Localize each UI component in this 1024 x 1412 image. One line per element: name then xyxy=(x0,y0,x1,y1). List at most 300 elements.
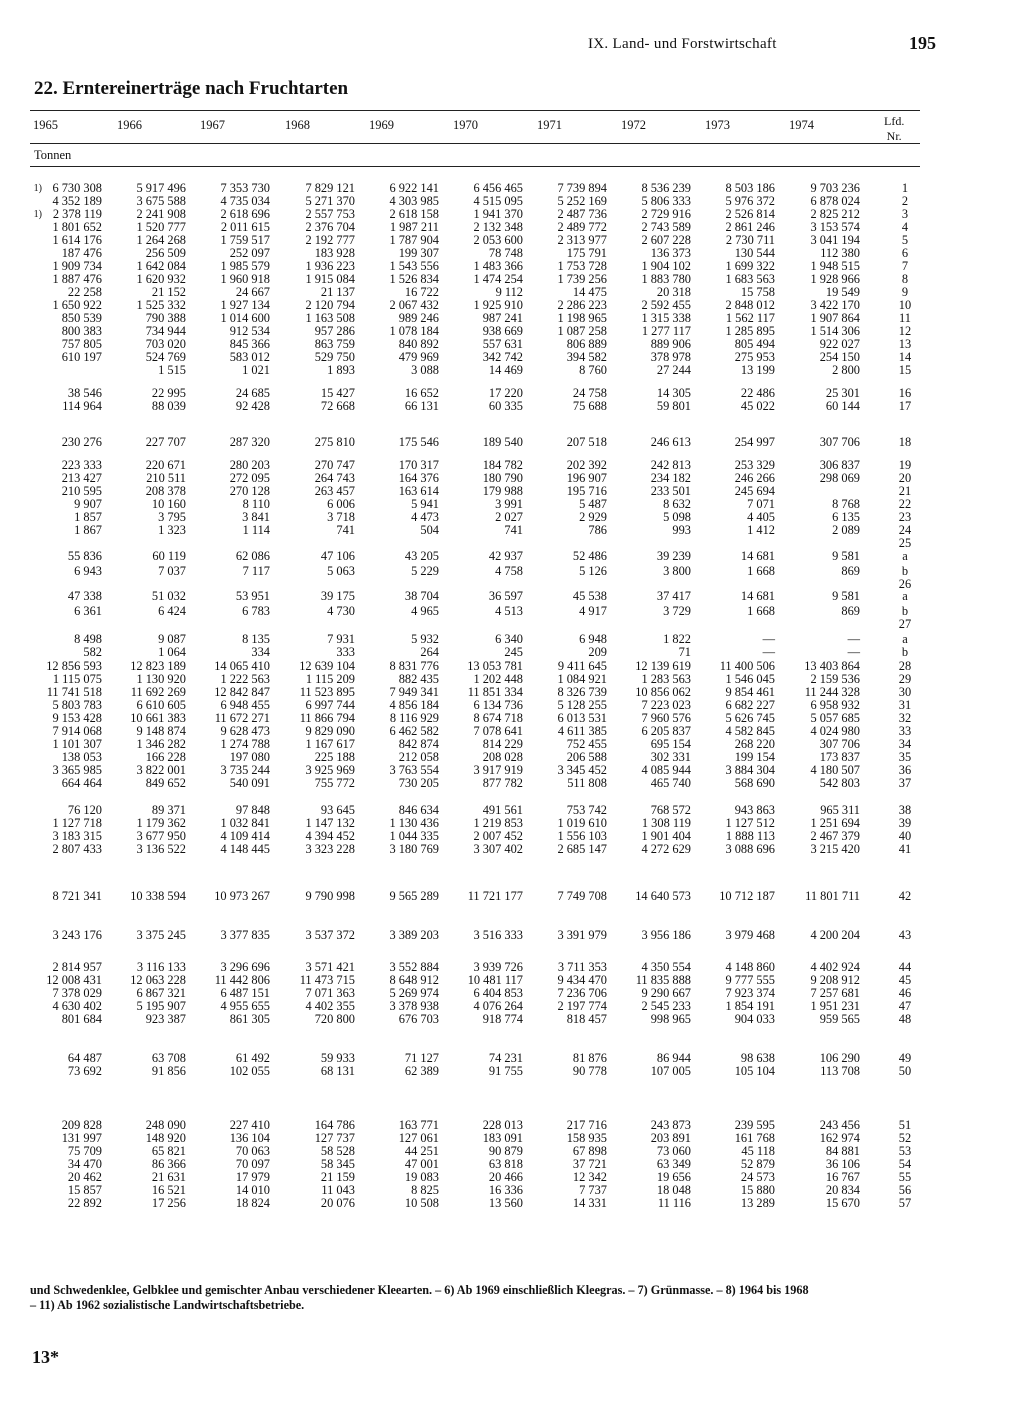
table-cell: 14 469 xyxy=(488,363,523,377)
table-cell: 1 084 921 xyxy=(557,672,607,686)
table-cell: 3 296 696 xyxy=(220,960,270,974)
table-cell: 5 803 783 xyxy=(52,698,102,712)
table-cell: 3 917 919 xyxy=(473,763,523,777)
table-cell: 6 682 227 xyxy=(725,698,775,712)
table-cell: 3 979 468 xyxy=(725,928,775,942)
row-number: 7 xyxy=(901,259,909,273)
table-cell: 4 758 xyxy=(495,564,523,578)
table-cell: 2 159 536 xyxy=(810,672,860,686)
table-cell: 59 801 xyxy=(656,399,691,413)
running-head: IX. Land- und Forstwirtschaft xyxy=(588,36,777,52)
row-number: 29 xyxy=(898,672,912,686)
table-cell: 45 022 xyxy=(740,399,775,413)
table-cell: 3 571 421 xyxy=(305,960,355,974)
table-cell: 11 835 888 xyxy=(635,973,691,987)
table-cell: 2 825 212 xyxy=(810,207,860,221)
table-cell: 6 462 582 xyxy=(389,724,439,738)
table-cell: 90 879 xyxy=(488,1144,523,1158)
table-cell: 5 252 169 xyxy=(557,194,607,208)
table-cell: 53 951 xyxy=(235,589,270,603)
table-cell: 989 246 xyxy=(398,311,439,325)
table-cell: 10 338 594 xyxy=(130,889,186,903)
table-cell: 720 800 xyxy=(314,1012,355,1026)
table-cell: 987 241 xyxy=(482,311,523,325)
table-cell: 7 353 730 xyxy=(220,181,270,195)
table-cell: 752 455 xyxy=(566,737,607,751)
table-row xyxy=(0,618,1024,631)
row-number: 41 xyxy=(898,842,912,856)
table-cell: 3 365 985 xyxy=(52,763,102,777)
table-cell: 3 711 353 xyxy=(557,960,607,974)
table-cell: 206 588 xyxy=(566,750,607,764)
table-cell: 676 703 xyxy=(398,1012,439,1026)
table-cell: 1 283 563 xyxy=(641,672,691,686)
table-cell: 4 513 xyxy=(495,604,523,618)
table-cell: 542 803 xyxy=(819,776,860,790)
table-cell: 243 456 xyxy=(819,1118,860,1132)
table-cell: 4 109 414 xyxy=(220,829,270,843)
table-cell: 4 180 507 xyxy=(810,763,860,777)
table-cell: 20 318 xyxy=(656,285,691,299)
table-cell: 7 378 029 xyxy=(52,986,102,1000)
row-number: 48 xyxy=(898,1012,912,1026)
footnote-ref: 1) xyxy=(33,209,42,220)
table-cell: 959 565 xyxy=(819,1012,860,1026)
table-cell: 806 889 xyxy=(566,337,607,351)
table-cell: 3 800 xyxy=(663,564,691,578)
table-cell: 63 818 xyxy=(488,1157,523,1171)
year-header: 1971 xyxy=(537,118,562,132)
table-cell: 1 101 307 xyxy=(52,737,102,751)
footnote-ref: 1) xyxy=(33,183,42,194)
table-cell: 180 790 xyxy=(482,471,523,485)
table-cell: 76 120 xyxy=(67,803,102,817)
table-cell: 10 712 187 xyxy=(719,889,775,903)
table-cell: 1 683 563 xyxy=(725,272,775,286)
row-number: 36 xyxy=(898,763,912,777)
table-cell: 175 546 xyxy=(398,435,439,449)
table-cell: 230 276 xyxy=(61,435,102,449)
table-cell: 2 526 814 xyxy=(725,207,775,221)
table-cell: 2 053 600 xyxy=(473,233,523,247)
table-cell: 3 795 xyxy=(158,510,186,524)
table-cell: 183 928 xyxy=(314,246,355,260)
row-number: 19 xyxy=(898,458,912,472)
table-cell: 4 148 860 xyxy=(725,960,775,974)
table-cell: — xyxy=(762,632,775,646)
table-cell: 2 743 589 xyxy=(641,220,691,234)
table-cell: 73 692 xyxy=(67,1064,102,1078)
table-cell: 3 389 203 xyxy=(389,928,439,942)
table-cell: 1 474 254 xyxy=(473,272,523,286)
table-cell: 3 677 950 xyxy=(136,829,186,843)
table-cell: 3 516 333 xyxy=(473,928,523,942)
table-cell: 7 739 894 xyxy=(557,181,607,195)
table-cell: 334 xyxy=(251,645,270,659)
year-header: 1967 xyxy=(200,118,225,132)
table-cell: 1 543 556 xyxy=(389,259,439,273)
table-cell: 217 716 xyxy=(566,1118,607,1132)
table-row xyxy=(0,1197,1024,1210)
table-cell: 1 147 132 xyxy=(305,816,355,830)
table-cell: 70 063 xyxy=(235,1144,270,1158)
table-cell: 127 061 xyxy=(398,1131,439,1145)
table-cell: 1 274 788 xyxy=(220,737,270,751)
table-cell: 1 064 xyxy=(158,645,186,659)
table-cell: 2 848 012 xyxy=(725,298,775,312)
table-cell: 7 257 681 xyxy=(810,986,860,1000)
table-cell: 16 336 xyxy=(488,1183,523,1197)
table-cell: 1 130 920 xyxy=(136,672,186,686)
table-cell: 61 492 xyxy=(235,1051,270,1065)
table-cell: 6 424 xyxy=(158,604,186,618)
table-cell: 10 973 267 xyxy=(214,889,270,903)
table-cell: 6 610 605 xyxy=(136,698,186,712)
table-cell: 938 669 xyxy=(482,324,523,338)
table-cell: 6 730 308 xyxy=(52,181,102,195)
table-cell: 7 223 023 xyxy=(641,698,691,712)
table-row xyxy=(0,777,1024,790)
table-cell: 19 656 xyxy=(656,1170,691,1184)
table-cell: 71 127 xyxy=(404,1051,439,1065)
table-cell: 131 997 xyxy=(61,1131,102,1145)
table-cell: 998 965 xyxy=(650,1012,691,1026)
table-cell: 20 462 xyxy=(67,1170,102,1184)
table-cell: 1 941 370 xyxy=(473,207,523,221)
table-cell: 252 097 xyxy=(229,246,270,260)
table-cell: 12 842 847 xyxy=(214,685,270,699)
table-cell: 790 388 xyxy=(145,311,186,325)
table-cell: 1 759 517 xyxy=(220,233,270,247)
row-number: 47 xyxy=(898,999,912,1013)
table-cell: 45 538 xyxy=(572,589,607,603)
table-cell: 14 010 xyxy=(235,1183,270,1197)
table-cell: 90 778 xyxy=(572,1064,607,1078)
table-cell: 1 928 966 xyxy=(810,272,860,286)
table-cell: 102 055 xyxy=(229,1064,270,1078)
table-cell: 6 948 455 xyxy=(220,698,270,712)
row-number: 20 xyxy=(898,471,912,485)
table-cell: 1 130 436 xyxy=(389,816,439,830)
table-cell: 44 251 xyxy=(404,1144,439,1158)
table-cell: 197 080 xyxy=(229,750,270,764)
table-cell: 5 976 372 xyxy=(725,194,775,208)
table-cell: 4 582 845 xyxy=(725,724,775,738)
table-cell: 11 866 794 xyxy=(299,711,355,725)
table-cell: 11 442 806 xyxy=(214,973,270,987)
table-cell: 86 366 xyxy=(151,1157,186,1171)
table-cell: 818 457 xyxy=(566,1012,607,1026)
table-cell: 22 892 xyxy=(67,1196,102,1210)
table-cell: 16 521 xyxy=(151,1183,186,1197)
table-cell: 1 801 652 xyxy=(52,220,102,234)
table-cell: 14 681 xyxy=(740,549,775,563)
table-cell: 4 148 445 xyxy=(220,842,270,856)
table-cell: 3 735 244 xyxy=(220,763,270,777)
table-cell: 14 640 573 xyxy=(635,889,691,903)
table-cell: 7 037 xyxy=(158,564,186,578)
table-cell: 9 565 289 xyxy=(389,889,439,903)
table-cell: 2 286 223 xyxy=(557,298,607,312)
table-cell: 8 674 718 xyxy=(473,711,523,725)
table-cell: 8 116 929 xyxy=(389,711,439,725)
table-cell: 81 876 xyxy=(572,1051,607,1065)
table-cell: 479 969 xyxy=(398,350,439,364)
table-cell: 65 821 xyxy=(151,1144,186,1158)
table-cell: 842 874 xyxy=(398,737,439,751)
row-number: a xyxy=(902,589,908,603)
table-cell: 582 xyxy=(83,645,102,659)
table-cell: 6 361 xyxy=(74,604,102,618)
table-cell: 136 104 xyxy=(229,1131,270,1145)
table-cell: 8 760 xyxy=(579,363,607,377)
table-cell: 1 904 102 xyxy=(641,259,691,273)
table-cell: 8 768 xyxy=(832,497,860,511)
table-cell: 59 933 xyxy=(320,1051,355,1065)
table-cell: 4 405 xyxy=(747,510,775,524)
table-cell: 3 088 xyxy=(411,363,439,377)
table-cell: 74 231 xyxy=(488,1051,523,1065)
row-number: 42 xyxy=(898,889,912,903)
table-cell: 9 434 470 xyxy=(557,973,607,987)
table-cell: 4 611 385 xyxy=(557,724,607,738)
table-cell: 918 774 xyxy=(482,1012,523,1026)
table-cell: 757 805 xyxy=(61,337,102,351)
table-cell: 8 721 341 xyxy=(52,889,102,903)
table-cell: 850 539 xyxy=(61,311,102,325)
nr-header-line: Nr. xyxy=(886,129,902,143)
table-cell: 1 668 xyxy=(747,604,775,618)
table-cell: 2 120 794 xyxy=(305,298,355,312)
table-cell: 5 098 xyxy=(663,510,691,524)
table-cell: 6 867 321 xyxy=(136,986,186,1000)
footnote xyxy=(30,1283,990,1313)
table-cell: 8 648 912 xyxy=(389,973,439,987)
table-cell: 127 737 xyxy=(314,1131,355,1145)
table-cell: 1 620 932 xyxy=(136,272,186,286)
table-cell: 195 716 xyxy=(566,484,607,498)
table-cell: 9 907 xyxy=(74,497,102,511)
table-cell: 11 851 334 xyxy=(467,685,523,699)
table-cell: 3 375 245 xyxy=(136,928,186,942)
table-cell: 4 917 xyxy=(579,604,607,618)
table-cell: 524 769 xyxy=(145,350,186,364)
table-cell: 3 841 xyxy=(242,510,270,524)
table-cell: 568 690 xyxy=(734,776,775,790)
row-number: 4 xyxy=(901,220,909,234)
table-cell: 13 289 xyxy=(740,1196,775,1210)
table-row xyxy=(0,590,1024,603)
table-cell: 254 150 xyxy=(819,350,860,364)
row-number: 18 xyxy=(898,435,912,449)
row-number: 43 xyxy=(898,928,912,942)
row-number: a xyxy=(902,549,908,563)
table-cell: 22 486 xyxy=(740,386,775,400)
table-cell: 210 595 xyxy=(61,484,102,498)
table-cell: 1 514 306 xyxy=(810,324,860,338)
table-cell: 1 526 834 xyxy=(389,272,439,286)
table-cell: 11 672 271 xyxy=(214,711,270,725)
table-cell: 270 747 xyxy=(314,458,355,472)
table-cell: 227 707 xyxy=(145,435,186,449)
table-cell: 21 631 xyxy=(151,1170,186,1184)
table-row xyxy=(0,605,1024,618)
table-cell: 1 127 512 xyxy=(725,816,775,830)
table-cell: 78 748 xyxy=(488,246,523,260)
table-cell: 11 473 715 xyxy=(299,973,355,987)
table-cell: 753 742 xyxy=(566,803,607,817)
row-number: 34 xyxy=(898,737,912,751)
table-cell: 264 xyxy=(420,645,439,659)
table-cell: 14 305 xyxy=(656,386,691,400)
table-cell: 1 346 282 xyxy=(136,737,186,751)
table-cell: 8 503 186 xyxy=(725,181,775,195)
table-cell: 21 159 xyxy=(320,1170,355,1184)
table-cell: 97 848 xyxy=(235,803,270,817)
table-cell: 3 377 835 xyxy=(220,928,270,942)
table-cell: 73 060 xyxy=(656,1144,691,1158)
table-cell: 1 614 176 xyxy=(52,233,102,247)
table-cell: 209 xyxy=(588,645,607,659)
table-cell: 800 383 xyxy=(61,324,102,338)
table-cell: 1 883 780 xyxy=(641,272,691,286)
table-cell: 889 906 xyxy=(650,337,691,351)
table-cell: 10 508 xyxy=(404,1196,439,1210)
table-cell: 1 822 xyxy=(663,632,691,646)
table-cell: 2 011 615 xyxy=(220,220,270,234)
table-cell: 3 180 769 xyxy=(389,842,439,856)
table-cell: 12 823 189 xyxy=(130,659,186,673)
table-cell: 55 836 xyxy=(67,549,102,563)
row-number: 3 xyxy=(901,207,909,221)
table-cell: 36 106 xyxy=(825,1157,860,1171)
table-cell: 60 119 xyxy=(152,549,186,563)
table-cell: 13 199 xyxy=(740,363,775,377)
table-cell: 3 956 186 xyxy=(641,928,691,942)
table-cell: 1 668 xyxy=(747,564,775,578)
table-cell: 5 128 255 xyxy=(557,698,607,712)
table-cell: 1 412 xyxy=(747,523,775,537)
table-cell: 2 557 753 xyxy=(305,207,355,221)
row-number: 52 xyxy=(898,1131,912,1145)
table-cell: 45 118 xyxy=(741,1144,775,1158)
table-cell: 15 880 xyxy=(740,1183,775,1197)
table-cell: 209 828 xyxy=(61,1118,102,1132)
table-row xyxy=(0,843,1024,856)
table-cell: 1 699 322 xyxy=(725,259,775,273)
table-cell: 3 183 315 xyxy=(52,829,102,843)
table-cell: 63 708 xyxy=(151,1051,186,1065)
table-cell: 1 907 864 xyxy=(810,311,860,325)
row-number: 56 xyxy=(898,1183,912,1197)
table-row xyxy=(0,1013,1024,1026)
table-row xyxy=(0,400,1024,413)
table-cell: 12 008 431 xyxy=(46,973,102,987)
table-cell: 158 935 xyxy=(566,1131,607,1145)
table-cell: 2 067 432 xyxy=(389,298,439,312)
table-cell: 86 944 xyxy=(656,1051,691,1065)
table-cell: 8 135 xyxy=(242,632,270,646)
table-cell: 9 790 998 xyxy=(305,889,355,903)
table-cell: 64 487 xyxy=(67,1051,102,1065)
table-cell: 695 154 xyxy=(650,737,691,751)
table-cell: 307 706 xyxy=(819,435,860,449)
row-number: 31 xyxy=(898,698,912,712)
table-cell: 4 303 985 xyxy=(389,194,439,208)
table-cell: 805 494 xyxy=(734,337,775,351)
table-row xyxy=(0,1065,1024,1078)
table-cell: 208 378 xyxy=(145,484,186,498)
table-cell: 1 021 xyxy=(242,363,270,377)
table-cell: 173 837 xyxy=(819,750,860,764)
table-cell: 70 097 xyxy=(235,1157,270,1171)
table-cell: 13 053 781 xyxy=(467,659,523,673)
table-cell: 1 985 579 xyxy=(220,259,270,273)
table-cell: 4 402 924 xyxy=(810,960,860,974)
table-cell: 302 331 xyxy=(650,750,691,764)
year-header: 1965 xyxy=(33,118,58,132)
table-cell: 2 313 977 xyxy=(557,233,607,247)
table-cell: 212 058 xyxy=(398,750,439,764)
row-number: 26 xyxy=(898,577,912,591)
table-cell: 869 xyxy=(841,564,860,578)
unit-label: Tonnen xyxy=(34,148,72,162)
table-cell: 306 837 xyxy=(819,458,860,472)
year-header: 1970 xyxy=(453,118,478,132)
table-cell: 6 922 141 xyxy=(389,181,439,195)
table-cell: 3 884 304 xyxy=(725,763,775,777)
table-cell: 5 806 333 xyxy=(641,194,691,208)
table-cell: 2 376 704 xyxy=(305,220,355,234)
table-cell: 6 006 xyxy=(327,497,355,511)
table-cell: 943 863 xyxy=(734,803,775,817)
table-cell: 3 822 001 xyxy=(136,763,186,777)
table-cell: 7 829 121 xyxy=(305,181,355,195)
table-cell: 3 729 xyxy=(663,604,691,618)
table-cell: 3 552 884 xyxy=(389,960,439,974)
table-cell: 16 652 xyxy=(404,386,439,400)
row-number: 11 xyxy=(899,311,911,325)
row-number: 12 xyxy=(898,324,912,338)
table-cell: 3 991 xyxy=(495,497,523,511)
table-cell: 148 920 xyxy=(145,1131,186,1145)
row-number: 50 xyxy=(898,1064,912,1078)
row-number: 13 xyxy=(898,337,912,351)
table-cell: 5 932 xyxy=(411,632,439,646)
table-cell: 1 019 610 xyxy=(557,816,607,830)
table-cell: 18 048 xyxy=(656,1183,691,1197)
table-cell: 2 197 774 xyxy=(557,999,607,1013)
table-cell: 9 703 236 xyxy=(810,181,860,195)
table-cell: 3 763 554 xyxy=(389,763,439,777)
table-cell: 112 380 xyxy=(820,246,860,260)
table-cell: 9 087 xyxy=(158,632,186,646)
table-cell: 1 739 256 xyxy=(557,272,607,286)
table-cell: 1 520 777 xyxy=(136,220,186,234)
table-cell: 280 203 xyxy=(229,458,270,472)
table-cell: 3 718 xyxy=(327,510,355,524)
table-cell: 67 898 xyxy=(572,1144,607,1158)
table-cell: 9 777 555 xyxy=(725,973,775,987)
table-cell: 270 128 xyxy=(229,484,270,498)
table-cell: 2 089 xyxy=(832,523,860,537)
row-number: 14 xyxy=(898,350,912,364)
table-cell: 8 825 xyxy=(411,1183,439,1197)
table-cell: 1 857 xyxy=(74,510,102,524)
table-cell: 256 509 xyxy=(145,246,186,260)
table-cell: 138 053 xyxy=(61,750,102,764)
table-cell: 2 467 379 xyxy=(810,829,860,843)
